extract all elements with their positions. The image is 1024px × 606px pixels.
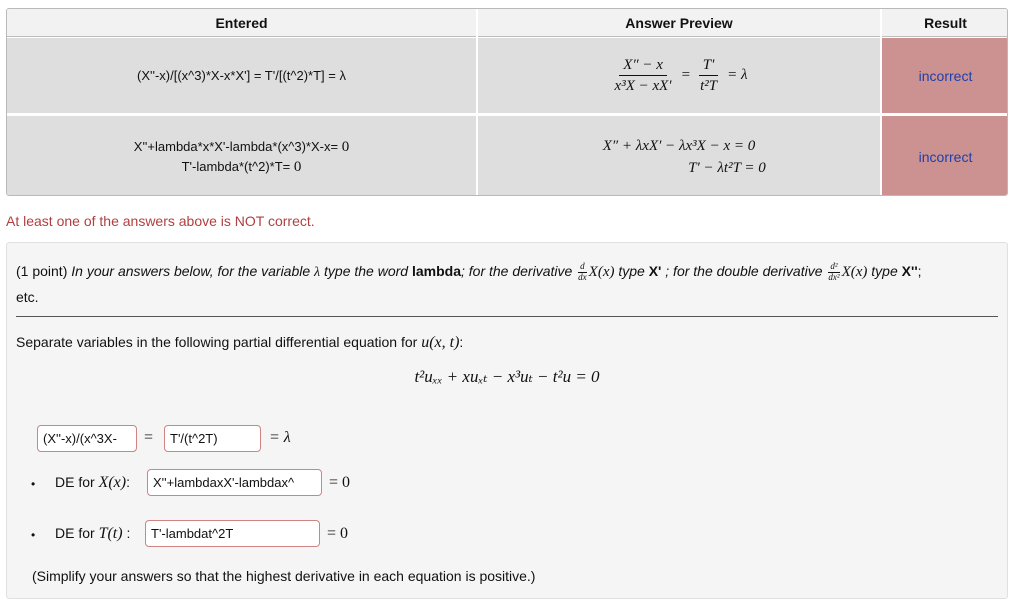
fx2: X(x) — [841, 264, 868, 280]
problem-box — [6, 242, 1008, 599]
header-answer-preview: Answer Preview — [478, 9, 880, 37]
instr-a: In your answers below, for the variable — [71, 263, 311, 279]
xprime: X' — [648, 263, 662, 279]
equals-sign: = — [144, 429, 154, 446]
instr-f: type — [871, 263, 898, 279]
simplify-note: (Simplify your answers so that the highest derivative in each equation is positive.) — [32, 568, 536, 584]
instr-b: type the word — [324, 263, 409, 279]
word-lambda: lambda — [411, 263, 461, 279]
d-num: d — [580, 260, 585, 271]
preview-num1: X″ − x — [619, 57, 667, 77]
row2-entered-line1-zero: 0 — [341, 138, 350, 155]
de-t-func: T(t) — [98, 525, 123, 542]
xdprime: X'' — [901, 263, 918, 279]
answer-input-x-ratio[interactable]: (X''-x)/(x^3X- — [37, 425, 137, 452]
separate-text: Separate variables in the following partial differential equation for — [16, 334, 418, 350]
colon: : — [459, 334, 464, 350]
preview-den1: x³X − xX′ — [614, 78, 672, 94]
separate-instruction — [16, 334, 463, 352]
bullet-t: • — [31, 528, 36, 542]
lambda-symbol: λ — [314, 265, 321, 280]
equals-zero-t: = 0 — [327, 525, 349, 542]
preview-eq1: = — [681, 67, 691, 83]
row2-entered-line1 — [134, 137, 349, 157]
row2-result — [882, 116, 1008, 196]
row2-preview — [478, 116, 880, 196]
de-t-text: DE for — [55, 525, 95, 541]
equals-lambda: = λ — [269, 429, 291, 446]
results-table — [6, 8, 1008, 196]
de-x-colon: : — [126, 474, 130, 490]
d-den: dx — [578, 271, 587, 282]
instr-g: ; — [917, 263, 922, 279]
derivative-fraction — [576, 262, 589, 283]
row2-preview-line2: T′ − λt²T = 0 — [688, 159, 766, 176]
row1-result-text: incorrect — [918, 67, 973, 84]
preview-fraction-x — [611, 57, 676, 95]
preview-eq-lambda: = λ — [727, 67, 748, 83]
instr-c: ; for the derivative — [460, 263, 573, 279]
row1-entered — [7, 38, 476, 113]
etc: etc. — [16, 289, 39, 305]
uxt: u(x, t) — [421, 334, 460, 351]
de-t-label — [55, 525, 130, 543]
row2-entered-line1-text: X''+lambda*x*X'-lambda*(x^3)*X-x= — [133, 138, 339, 154]
de-t-colon: : — [122, 525, 131, 541]
de-x-text: DE for — [55, 474, 95, 490]
row2-preview-line1: X″ + λxX′ − λx³X − x = 0 — [602, 137, 756, 154]
de-x-func: X(x) — [98, 474, 127, 491]
pde-equation: t²uₓₓ + xuₓₜ − x³uₜ − t²u = 0 — [414, 367, 600, 386]
row2-entered-line2-text: T'-lambda*(t^2)*T= — [181, 158, 291, 174]
fx: X(x) — [588, 264, 615, 280]
preview-fraction-t — [696, 57, 721, 95]
preview-den2: t²T — [700, 78, 718, 94]
header-result: Result — [882, 9, 1008, 37]
de-x-label — [55, 474, 130, 492]
instr-d: type — [618, 263, 645, 279]
d2-den: dx² — [828, 271, 840, 282]
instr-e: ; for the double derivative — [665, 263, 823, 279]
row1-entered-text: (X''-x)/[(x^3)*X-x*X'] = T'/[(t^2)*T] = λ — [137, 68, 346, 83]
row2-entered — [7, 116, 476, 196]
row1-result — [882, 38, 1008, 113]
row2-entered-line2 — [182, 157, 302, 177]
points-label: (1 point) — [16, 263, 68, 279]
instructions — [16, 259, 996, 309]
header-entered: Entered — [7, 9, 476, 37]
equals-zero-x: = 0 — [329, 474, 351, 491]
d2-num: d² — [830, 260, 838, 271]
double-derivative-fraction — [826, 262, 841, 283]
warning-message: At least one of the answers above is NOT correct. — [6, 213, 315, 229]
preview-num2: T′ — [699, 57, 719, 77]
divider — [16, 316, 998, 317]
answer-input-t-ratio[interactable]: T'/(t^2T) — [164, 425, 261, 452]
answer-input-de-x[interactable]: X''+lambdaxX'-lambdax^ — [147, 469, 322, 496]
row2-entered-line2-zero: 0 — [293, 158, 302, 175]
bullet-x: • — [31, 477, 36, 491]
row1-preview — [478, 38, 880, 113]
row2-result-text: incorrect — [918, 148, 973, 165]
answer-input-de-t[interactable]: T'-lambdat^2T — [145, 520, 320, 547]
